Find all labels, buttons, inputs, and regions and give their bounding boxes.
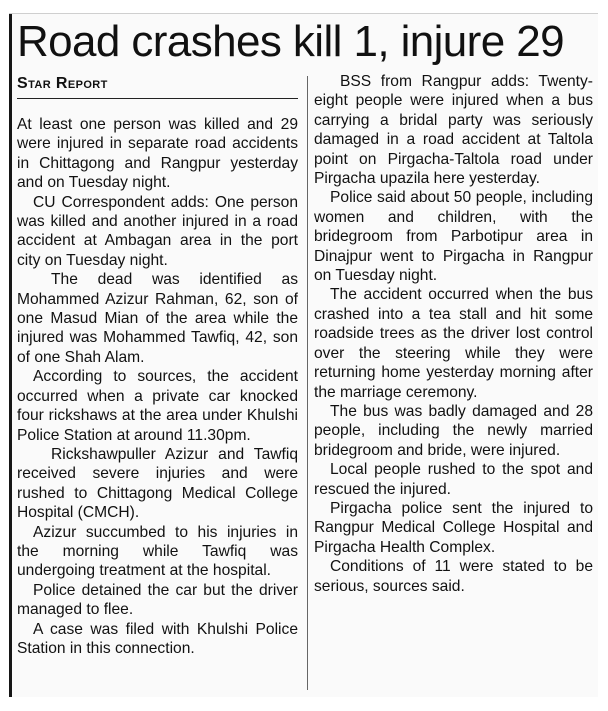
paragraph: The dead was identified as Mohammed Azizur Rahman, 62, son of one Masud Mian of the area while the injured was Mohammed Tawfiq, 42, son of one Shah Alam. [17, 271, 298, 366]
paragraph: The accident occurred when the bus crashed into a tea stall and hit some roadside trees as the driver lost control over the steering while they were returning home yesterday morning after the marriage ceremony. [314, 286, 593, 401]
paragraph: A case was filed with Khulshi Police Station in this connection. [17, 620, 298, 657]
paragraph: Police said about 50 people, including women and children, with the bridegroom from Parbotipur area in Dinajpur went to Pirgacha in Rangpur on Tuesday night. [314, 189, 593, 285]
left-border-rule [9, 13, 12, 697]
column-divider [307, 76, 308, 690]
paragraph: Conditions of 11 were stated to be serious, sources said. [314, 558, 593, 595]
headline: Road crashes kill 1, injure 29 [17, 17, 564, 66]
paragraph: CU Correspondent adds: One person was killed and another injured in a road accident at Ambagan area in the port city on Tuesday night. [17, 193, 298, 269]
paragraph: Rickshawpuller Azizur and Tawfiq received severe injuries and were rushed to Chittagong Medical College Hospital (CMCH). [17, 445, 298, 522]
paragraph: According to sources, the accident occurred when a private car knocked four rickshaws at the area under Khulshi Police Station at around 11.30pm. [17, 368, 298, 444]
byline [17, 75, 297, 93]
paragraph: Police detained the car but the driver managed to flee. [17, 581, 298, 619]
article-column-left [17, 115, 298, 658]
paragraph: BSS from Rangpur adds: Twenty-eight people were injured when a bus carrying a bridal party was seriously damaged in a road accident at Taltola point on Pirgacha-Taltola road under Pirgacha upazila here yesterday. [314, 73, 593, 188]
paragraph: At least one person was killed and 29 were injured in separate road accidents in Chittagong and Rangpur yesterday and on Tuesday night. [17, 116, 298, 192]
article-column-right [314, 72, 593, 596]
byline-text: Star Report [17, 75, 108, 92]
paragraph: Local people rushed to the spot and rescued the injured. [314, 461, 593, 498]
byline-underline [17, 98, 298, 99]
paragraph: Azizur succumbed to his injuries in the morning while Tawfiq was undergoing treatment at the hospital. [17, 523, 298, 580]
top-edge [9, 13, 598, 14]
paragraph: Pirgacha police sent the injured to Rangpur Medical College Hospital and Pirgacha Health Complex. [314, 499, 593, 556]
paragraph: The bus was badly damaged and 28 people, including the newly married bridegroom and bride, were injured. [314, 402, 593, 459]
